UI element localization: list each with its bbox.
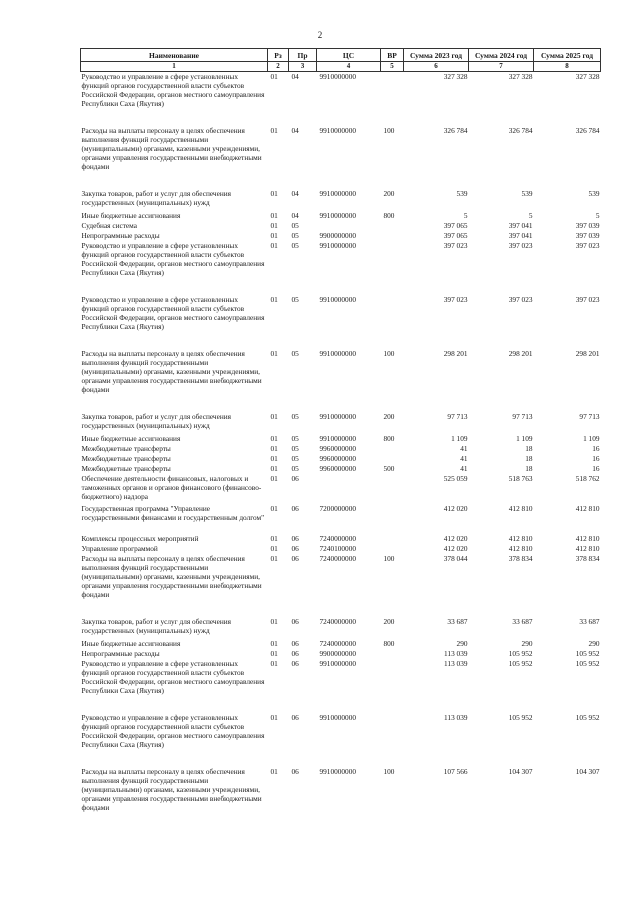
row-name: Судебная система xyxy=(81,220,137,230)
row-rz: 01 xyxy=(270,348,278,358)
table-row xyxy=(81,713,601,767)
row-vr xyxy=(381,649,404,659)
row-vr xyxy=(381,444,404,454)
row-sum-2023: 33 687 xyxy=(447,616,468,626)
row-sum-2023: 298 201 xyxy=(443,348,468,358)
row-sum-2025: 412 810 xyxy=(575,533,600,543)
row-vr xyxy=(381,659,404,713)
row-rz: 01 xyxy=(268,72,289,126)
table-row xyxy=(81,454,601,464)
row-sum-2024: 412 810 xyxy=(508,503,533,513)
column-number-row xyxy=(81,62,601,72)
row-pr: 06 xyxy=(291,638,299,648)
row-name: Государственная программа "Управление государственными финансами и государственным долгом" xyxy=(81,503,265,522)
row-cs: 9960000000 xyxy=(319,463,356,473)
row-vr: 100 xyxy=(383,348,395,358)
table-row xyxy=(81,189,601,211)
row-sum-2023: 378 044 xyxy=(443,553,468,563)
row-cs: 9910000000 xyxy=(319,658,356,668)
row-rz: 01 xyxy=(270,616,278,626)
row-sum-2025: 397 039 xyxy=(575,220,600,230)
row-name: Руководство и управление в сфере установленных функций органов государственной власти субъектов Российской Федерации, органов местного самоуправления Республики Саха (Якутия) xyxy=(81,658,265,695)
row-vr xyxy=(381,504,404,534)
row-cs: 9960000000 xyxy=(319,453,356,463)
row-name: Руководство и управление в сфере установленных функций органов государственной власти субъектов Российской Федерации, органов местного самоуправления Республики Саха (Якутия) xyxy=(81,240,265,277)
col-number: 2 xyxy=(268,62,289,72)
row-name: Закупка товаров, работ и услуг для обеспечения государственных (муниципальных) нужд xyxy=(81,188,231,207)
row-cs: 9910000000 xyxy=(319,210,356,220)
table-row xyxy=(81,649,601,659)
table-row xyxy=(81,464,601,474)
row-sum-2025: 104 307 xyxy=(575,766,600,776)
row-rz: 01 xyxy=(270,766,278,776)
row-pr: 05 xyxy=(291,453,299,463)
row-sum-2023: 41 xyxy=(460,463,468,473)
row-name: Закупка товаров, работ и услуг для обеспечения государственных (муниципальных) нужд xyxy=(81,411,231,430)
row-rz: 01 xyxy=(270,240,278,250)
row-cs: 9910000000 xyxy=(319,712,356,722)
table-row xyxy=(81,767,601,817)
row-vr: 800 xyxy=(383,433,395,443)
row-pr: 05 xyxy=(291,348,299,358)
budget-table xyxy=(80,48,601,817)
table-row xyxy=(81,231,601,241)
row-sum-2025: 290 xyxy=(588,638,600,648)
row-cs: 9910000000 xyxy=(319,433,356,443)
row-sum-2023: 412 020 xyxy=(443,503,468,513)
row-sum-2023: 397 023 xyxy=(443,240,468,250)
row-sum-2025: 5 xyxy=(595,210,600,220)
row-cs: 7240000000 xyxy=(319,616,356,626)
row-sum-2023: 97 713 xyxy=(447,411,468,421)
row-rz: 01 xyxy=(270,648,278,658)
row-sum-2024: 326 784 xyxy=(508,125,533,135)
row-sum-2023: 397 065 xyxy=(443,220,468,230)
row-sum-2025: 298 201 xyxy=(575,348,600,358)
row-name: Управление программой xyxy=(81,543,158,553)
table-row xyxy=(81,412,601,434)
row-sum-2024: 327 328 xyxy=(469,72,534,126)
row-sum-2023: 397 023 xyxy=(443,294,468,304)
row-vr: 500 xyxy=(383,463,395,473)
row-rz: 01 xyxy=(270,712,278,722)
row-sum-2023: 525 059 xyxy=(443,473,468,483)
row-rz: 01 xyxy=(270,188,278,198)
row-sum-2025: 327 328 xyxy=(534,72,601,126)
row-cs: 9910000000 xyxy=(319,411,356,421)
row-sum-2024: 104 307 xyxy=(508,766,533,776)
row-pr: 06 xyxy=(291,712,299,722)
table-row xyxy=(81,211,601,221)
row-rz: 01 xyxy=(270,638,278,648)
row-cs: 7240000000 xyxy=(319,553,356,563)
row-sum-2025: 412 810 xyxy=(575,503,600,513)
row-sum-2023: 41 xyxy=(460,443,468,453)
row-sum-2023: 113 039 xyxy=(444,648,468,658)
table-row xyxy=(81,639,601,649)
row-sum-2024: 412 810 xyxy=(508,533,533,543)
row-pr: 06 xyxy=(291,766,299,776)
row-sum-2023: 412 020 xyxy=(443,533,468,543)
row-name: Непрограммные расходы xyxy=(81,230,160,240)
row-sum-2023: 326 784 xyxy=(443,125,468,135)
row-rz: 01 xyxy=(270,453,278,463)
table-row xyxy=(81,534,601,544)
row-sum-2024: 397 041 xyxy=(508,230,533,240)
row-vr: 800 xyxy=(383,638,395,648)
row-vr xyxy=(381,221,404,231)
row-sum-2024: 539 xyxy=(521,188,533,198)
header-sum-2023: Сумма 2023 год xyxy=(404,49,469,62)
header-sum-2025: Сумма 2025 год xyxy=(534,49,601,62)
row-sum-2023: 5 xyxy=(463,210,468,220)
row-sum-2025: 397 023 xyxy=(575,294,600,304)
col-number: 5 xyxy=(381,62,404,72)
row-cs: 9960000000 xyxy=(319,443,356,453)
row-vr xyxy=(381,534,404,544)
row-sum-2025: 397 023 xyxy=(575,240,600,250)
row-sum-2025: 16 xyxy=(592,453,600,463)
row-sum-2025: 518 762 xyxy=(575,473,600,483)
row-name: Руководство и управление в сфере установленных функций органов государственной власти субъектов Российской Федерации, органов местного самоуправления Республики Саха (Якутия) xyxy=(81,72,268,126)
row-sum-2025: 105 952 xyxy=(575,658,600,668)
row-cs: 9910000000 xyxy=(319,766,356,776)
row-cs: 9910000000 xyxy=(319,125,356,135)
row-sum-2024: 105 952 xyxy=(508,658,533,668)
row-name: Обеспечение деятельности финансовых, налоговых и таможенных органов и органов финансового (финансово-бюджетного) надзора xyxy=(81,473,262,501)
row-rz: 01 xyxy=(270,210,278,220)
row-sum-2024: 18 xyxy=(525,453,533,463)
row-rz: 01 xyxy=(270,473,278,483)
row-rz: 01 xyxy=(270,443,278,453)
table-row xyxy=(81,241,601,295)
row-sum-2025: 1 109 xyxy=(583,433,600,443)
table-row xyxy=(81,126,601,189)
row-sum-2024: 378 834 xyxy=(508,553,533,563)
row-vr: 100 xyxy=(383,553,395,563)
row-cs: 9910000000 xyxy=(319,240,356,250)
row-rz: 01 xyxy=(270,125,278,135)
table-row xyxy=(81,72,601,126)
row-vr xyxy=(381,295,404,349)
col-number: 1 xyxy=(81,62,268,72)
row-rz: 01 xyxy=(270,543,278,553)
row-sum-2025: 412 810 xyxy=(575,543,600,553)
row-pr: 05 xyxy=(291,240,299,250)
row-cs: 9910000000 xyxy=(319,348,356,358)
row-rz: 01 xyxy=(270,658,278,668)
row-pr: 05 xyxy=(291,220,299,230)
row-name: Закупка товаров, работ и услуг для обеспечения государственных (муниципальных) нужд xyxy=(81,616,231,635)
row-cs: 9910000000 xyxy=(319,294,356,304)
row-cs: 9910000000 xyxy=(317,72,381,126)
row-name: Расходы на выплаты персоналу в целях обеспечения выполнения функций государственными (муниципальными) органами, казенными учреждениями, органами управления государственными внебюджетными фондами xyxy=(81,348,262,394)
row-name: Иные бюджетные ассигнования xyxy=(81,210,181,220)
row-vr xyxy=(381,72,404,126)
row-sum-2024: 397 041 xyxy=(508,220,533,230)
header-row xyxy=(81,49,601,62)
table-row xyxy=(81,434,601,444)
row-sum-2023: 113 039 xyxy=(444,712,468,722)
table-row xyxy=(81,444,601,454)
row-pr: 05 xyxy=(291,411,299,421)
row-cs: 7240000000 xyxy=(319,638,356,648)
row-pr: 06 xyxy=(291,473,299,483)
col-number: 8 xyxy=(534,62,601,72)
row-sum-2024: 105 952 xyxy=(508,648,533,658)
row-sum-2024: 105 952 xyxy=(508,712,533,722)
row-pr: 05 xyxy=(291,433,299,443)
row-pr: 04 xyxy=(291,125,299,135)
table-row xyxy=(81,659,601,713)
row-sum-2025: 539 xyxy=(588,188,600,198)
row-sum-2024: 5 xyxy=(528,210,533,220)
row-name: Расходы на выплаты персоналу в целях обеспечения выполнения функций государственными (муниципальными) органами, казенными учреждениями, органами управления государственными внебюджетными фондами xyxy=(81,553,262,599)
table-row xyxy=(81,504,601,534)
row-vr xyxy=(381,713,404,767)
row-sum-2024: 18 xyxy=(525,443,533,453)
row-name: Иные бюджетные ассигнования xyxy=(81,638,181,648)
header-cs: ЦС xyxy=(317,49,381,62)
row-sum-2025: 326 784 xyxy=(575,125,600,135)
row-pr: 06 xyxy=(291,503,299,513)
col-number: 3 xyxy=(289,62,317,72)
row-sum-2024: 397 023 xyxy=(508,240,533,250)
row-vr: 100 xyxy=(383,125,395,135)
row-pr: 06 xyxy=(291,658,299,668)
row-rz: 01 xyxy=(270,220,278,230)
row-cs xyxy=(317,221,381,231)
row-name: Расходы на выплаты персоналу в целях обеспечения выполнения функций государственными (муниципальными) органами, казенными учреждениями, органами управления государственными внебюджетными фондами xyxy=(81,766,262,812)
table-row xyxy=(81,295,601,349)
row-sum-2024: 1 109 xyxy=(516,433,533,443)
row-pr: 04 xyxy=(291,210,299,220)
row-pr: 05 xyxy=(291,230,299,240)
row-cs: 9900000000 xyxy=(319,648,356,658)
row-cs xyxy=(317,474,381,504)
row-rz: 01 xyxy=(270,463,278,473)
row-sum-2024: 397 023 xyxy=(508,294,533,304)
row-pr: 04 xyxy=(289,72,317,126)
row-cs: 7200000000 xyxy=(319,503,356,513)
row-sum-2024: 518 763 xyxy=(508,473,533,483)
row-sum-2025: 33 687 xyxy=(579,616,600,626)
row-vr: 800 xyxy=(383,210,395,220)
row-vr xyxy=(381,544,404,554)
row-vr: 100 xyxy=(383,766,395,776)
row-name: Иные бюджетные ассигнования xyxy=(81,433,181,443)
row-cs: 7240000000 xyxy=(319,533,356,543)
row-vr xyxy=(381,231,404,241)
row-vr xyxy=(381,474,404,504)
table-body xyxy=(81,72,601,817)
page-number: 2 xyxy=(317,30,323,40)
row-name: Межбюджетные трансферты xyxy=(81,443,171,453)
row-sum-2023: 107 566 xyxy=(443,766,468,776)
row-name: Межбюджетные трансферты xyxy=(81,453,171,463)
row-sum-2024: 412 810 xyxy=(508,543,533,553)
table-row xyxy=(81,554,601,617)
row-name: Межбюджетные трансферты xyxy=(81,463,171,473)
row-sum-2023: 412 020 xyxy=(443,543,468,553)
table-row xyxy=(81,221,601,231)
col-number: 4 xyxy=(317,62,381,72)
row-pr: 06 xyxy=(291,533,299,543)
row-vr xyxy=(381,241,404,295)
row-name: Непрограммные расходы xyxy=(81,648,160,658)
row-sum-2025: 105 952 xyxy=(575,648,600,658)
row-vr: 200 xyxy=(383,616,395,626)
row-sum-2023: 397 065 xyxy=(443,230,468,240)
row-sum-2023: 1 109 xyxy=(451,433,468,443)
row-sum-2024: 290 xyxy=(521,638,533,648)
header-pr: Пр xyxy=(289,49,317,62)
row-sum-2025: 397 039 xyxy=(575,230,600,240)
row-pr: 05 xyxy=(291,463,299,473)
row-name: Расходы на выплаты персоналу в целях обеспечения выполнения функций государственными (муниципальными) органами, казенными учреждениями, органами управления государственными внебюджетными фондами xyxy=(81,125,262,171)
header-rz: Рз xyxy=(268,49,289,62)
table-row xyxy=(81,617,601,639)
table-row xyxy=(81,474,601,504)
row-vr: 200 xyxy=(383,411,395,421)
row-sum-2024: 18 xyxy=(525,463,533,473)
row-sum-2023: 41 xyxy=(460,453,468,463)
row-sum-2024: 33 687 xyxy=(512,616,533,626)
row-vr xyxy=(381,454,404,464)
header-sum-2024: Сумма 2024 год xyxy=(469,49,534,62)
row-rz: 01 xyxy=(270,503,278,513)
row-sum-2023: 539 xyxy=(456,188,468,198)
row-rz: 01 xyxy=(270,533,278,543)
row-sum-2024: 298 201 xyxy=(508,348,533,358)
row-sum-2023: 290 xyxy=(456,638,468,648)
row-rz: 01 xyxy=(270,230,278,240)
row-cs: 9900000000 xyxy=(319,230,356,240)
row-pr: 06 xyxy=(291,553,299,563)
row-sum-2023: 327 328 xyxy=(404,72,469,126)
col-number: 7 xyxy=(469,62,534,72)
row-pr: 05 xyxy=(291,443,299,453)
row-sum-2023: 113 039 xyxy=(444,658,468,668)
header-vr: ВР xyxy=(381,49,404,62)
row-pr: 06 xyxy=(291,648,299,658)
row-sum-2025: 16 xyxy=(592,463,600,473)
row-rz: 01 xyxy=(270,553,278,563)
row-sum-2025: 97 713 xyxy=(579,411,600,421)
row-rz: 01 xyxy=(270,411,278,421)
header-name: Наименование xyxy=(81,49,268,62)
row-sum-2025: 105 952 xyxy=(575,712,600,722)
row-sum-2025: 16 xyxy=(592,443,600,453)
row-pr: 06 xyxy=(291,543,299,553)
row-cs: 9910000000 xyxy=(319,188,356,198)
table-row xyxy=(81,349,601,412)
table-row xyxy=(81,544,601,554)
row-name: Комплексы процессных мероприятий xyxy=(81,533,199,543)
row-sum-2024: 97 713 xyxy=(512,411,533,421)
row-sum-2025: 378 834 xyxy=(575,553,600,563)
row-cs: 7240100000 xyxy=(319,543,356,553)
row-pr: 04 xyxy=(291,188,299,198)
row-rz: 01 xyxy=(270,294,278,304)
row-rz: 01 xyxy=(270,433,278,443)
row-pr: 05 xyxy=(291,294,299,304)
col-number: 6 xyxy=(404,62,469,72)
row-vr: 200 xyxy=(383,188,395,198)
row-pr: 06 xyxy=(291,616,299,626)
row-name: Руководство и управление в сфере установленных функций органов государственной власти субъектов Российской Федерации, органов местного самоуправления Республики Саха (Якутия) xyxy=(81,712,265,749)
row-name: Руководство и управление в сфере установленных функций органов государственной власти субъектов Российской Федерации, органов местного самоуправления Республики Саха (Якутия) xyxy=(81,294,265,331)
